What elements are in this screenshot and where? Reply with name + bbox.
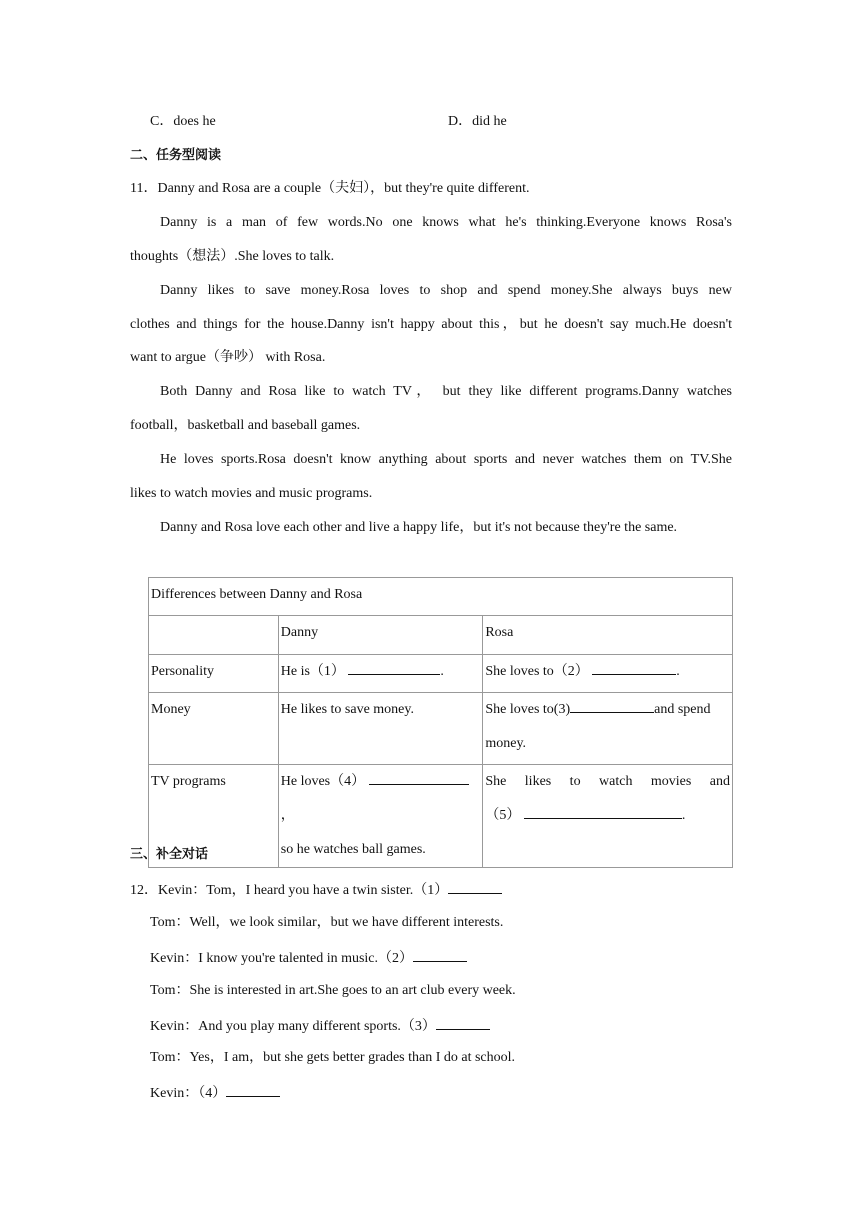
passage-line: Danny and Rosa love each other and live a happy life，but it's not because they're the same.	[160, 520, 678, 535]
table-header-rosa: Rosa	[483, 616, 733, 655]
passage-line: clothes and things for the house.Danny isn't happy about this，but he doesn't say much.He doesn't	[130, 317, 732, 332]
passage-line: want to argue（争吵） with Rosa.	[130, 350, 326, 365]
passage-line: Danny is a man of few words.No one knows what he's thinking.Everyone knows Rosa's	[160, 215, 732, 230]
passage-line: He loves sports.Rosa doesn't know anything about sports and never watches them on TV.She	[160, 452, 732, 467]
table-title: Differences between Danny and Rosa	[149, 578, 733, 616]
cell-text: He is（1）	[280, 664, 345, 679]
cell-rosa-tv	[483, 765, 733, 868]
cell-danny-money: He likes to save money.	[278, 693, 483, 765]
cell-danny-tv	[278, 765, 483, 868]
answer-blank-2[interactable]	[592, 660, 676, 675]
dialogue-line: Tom：Well，we look similar，but we have different interests.	[150, 915, 504, 930]
cell-text: .	[681, 808, 686, 823]
section-heading-dialogue: 三、补全对话	[130, 847, 209, 862]
dialogue-line: Tom：Yes，I am，but she gets better grades than I do at school.	[150, 1050, 516, 1065]
dialogue-blank-4[interactable]	[226, 1082, 280, 1097]
answer-blank-1[interactable]	[348, 660, 440, 675]
dialogue-line	[150, 1082, 280, 1104]
cell-text: money.	[485, 736, 527, 751]
passage-line: Danny likes to save money.Rosa loves to shop and spend money.She always buys new	[160, 283, 732, 298]
dialogue-text: Kevin：And you play many different sports.（3）	[150, 1019, 436, 1034]
dialogue-blank-3[interactable]	[436, 1015, 490, 1030]
cell-text: She loves to(3)	[485, 702, 571, 717]
table-header-danny: Danny	[278, 616, 483, 655]
dialogue-line: Tom：She is interested in art.She goes to an art club every week.	[150, 983, 516, 998]
cell-rosa-personality	[483, 655, 733, 693]
answer-blank-4[interactable]	[369, 770, 469, 785]
option-d: D．did he	[448, 114, 507, 129]
passage-line: thoughts（想法）.She loves to talk.	[130, 249, 335, 264]
dialogue-text: 12．Kevin：Tom，I heard you have a twin sister.（1）	[130, 883, 449, 898]
dialogue-blank-1[interactable]	[448, 879, 502, 894]
option-c: C．does he	[150, 114, 216, 129]
row-label-tv-programs: TV programs	[149, 765, 279, 868]
differences-table	[148, 577, 733, 868]
cell-text: .	[440, 664, 444, 679]
cell-danny-personality	[278, 655, 483, 693]
dialogue-blank-2[interactable]	[413, 947, 467, 962]
cell-text: She likes to watch movies and	[485, 774, 730, 789]
dialogue-text: Kevin：I know you're talented in music.（2）	[150, 951, 414, 966]
passage-line: likes to watch movies and music programs.	[130, 486, 373, 501]
cell-text: and spend	[654, 702, 711, 717]
passage-line: Both Danny and Rosa like to watch TV， but they like different programs.Danny watches	[160, 384, 732, 399]
cell-text: .	[676, 664, 680, 679]
dialogue-line	[150, 1015, 490, 1037]
row-label-personality: Personality	[149, 655, 279, 693]
dialogue-text: Kevin：（4）	[150, 1086, 227, 1101]
row-label-money: Money	[149, 693, 279, 765]
cell-text: （5）	[485, 808, 521, 823]
dialogue-line	[150, 947, 467, 969]
cell-text: ，	[280, 808, 295, 823]
dialogue-line	[130, 879, 502, 901]
cell-rosa-money	[483, 693, 733, 765]
table-header-empty	[149, 616, 279, 655]
cell-text: so he watches ball games.	[280, 842, 426, 857]
cell-text: She loves to（2）	[485, 664, 589, 679]
passage-line: football，basketball and baseball games.	[130, 418, 361, 433]
answer-blank-3[interactable]	[570, 698, 654, 713]
answer-blank-5[interactable]	[524, 804, 682, 819]
section-heading-reading: 二、任务型阅读	[130, 148, 222, 163]
question-11-intro: 11．Danny and Rosa are a couple（夫妇），but they're quite different.	[130, 181, 530, 196]
cell-text: He loves（4）	[280, 774, 366, 789]
